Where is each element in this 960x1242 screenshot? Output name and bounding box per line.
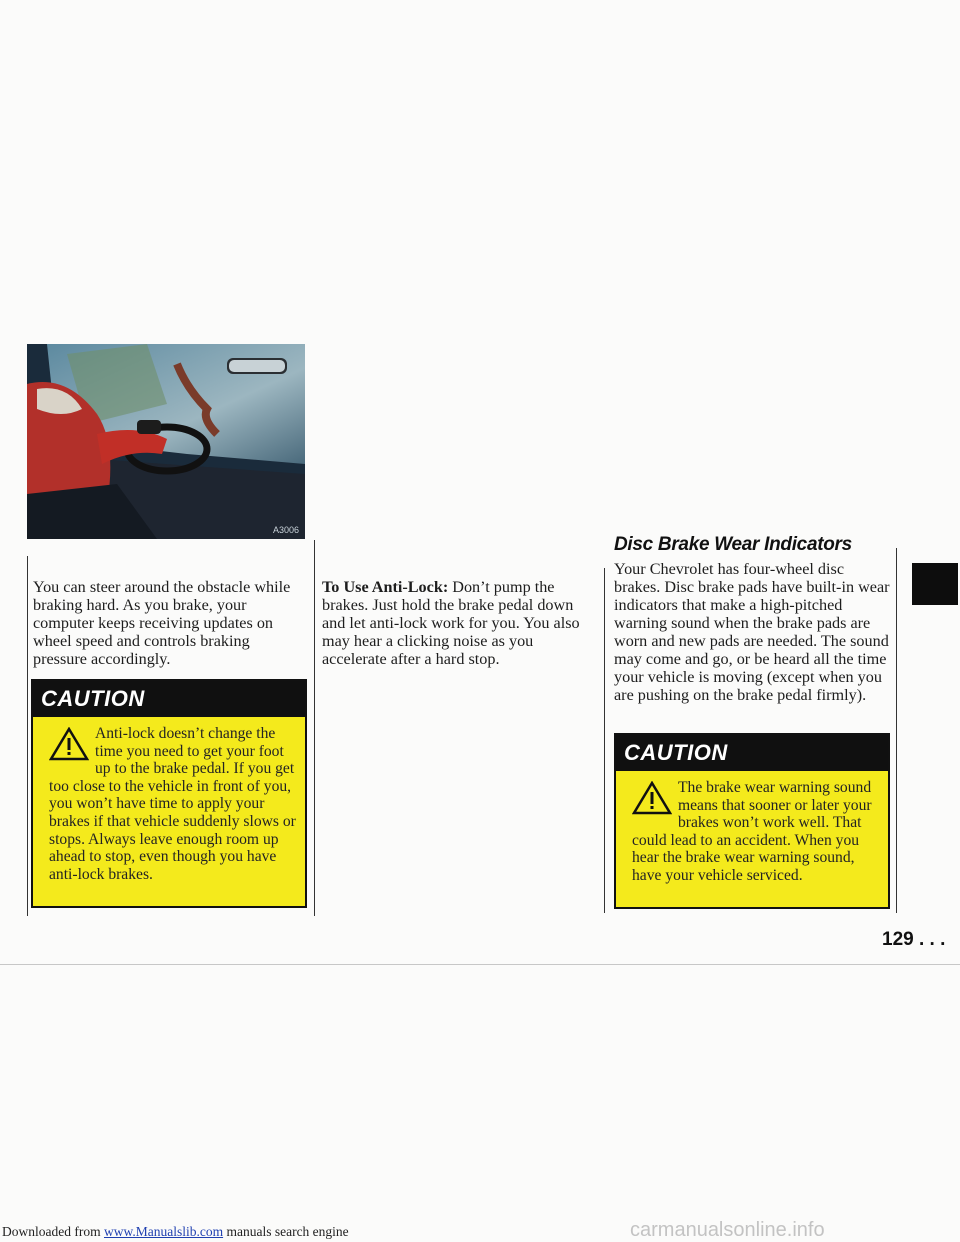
column-rule-edge bbox=[896, 548, 897, 913]
download-footer bbox=[2, 1224, 349, 1240]
footer-prefix: Downloaded from bbox=[2, 1224, 104, 1239]
manualslib-link[interactable]: www.Manualslib.com bbox=[103, 1224, 224, 1239]
caution-box-brakewear bbox=[614, 733, 890, 909]
column-rule-right bbox=[604, 568, 605, 913]
left-paragraph: You can steer around the obstacle while braking hard. As you brake, your computer keeps receiving updates on wheel speed and controls braking pressure accordingly. bbox=[33, 578, 291, 668]
caution-text: Anti-lock doesn’t change the time you need to get your foot up to the brake pedal. If you get too close to the vehicle in front of you, you won’t have time to apply your brakes if that vehicle suddenly slows or stops. Always leave enough room up ahead to stop, even though you have anti-lock brakes. bbox=[49, 725, 296, 883]
footer-suffix: manuals search engine bbox=[223, 1224, 349, 1239]
caution-text: The brake wear warning sound means that sooner or later your brakes won’t work well. That could lead to an accident. When you hear the brake wear warning sound, have your vehicle serviced. bbox=[632, 779, 872, 884]
column-rule-left bbox=[27, 556, 28, 916]
caution-box-antilock bbox=[31, 679, 307, 908]
illustration-code: A3006 bbox=[272, 525, 299, 535]
driver-illustration bbox=[27, 344, 305, 539]
watermark-text: carmanualsonline.info bbox=[630, 1219, 825, 1241]
section-heading: Disc Brake Wear Indicators bbox=[614, 534, 852, 555]
middle-paragraph bbox=[322, 578, 598, 668]
driver-braking-image bbox=[27, 344, 305, 539]
column-rule-middle bbox=[314, 540, 315, 916]
caution-header: CAUTION bbox=[616, 735, 888, 771]
section-tab-marker bbox=[912, 563, 958, 605]
right-paragraph: Your Chevrolet has four-wheel disc brakes. Disc brake pads have built-in wear indicators that make a high-pitched warning sound when the brake pads are worn and new pads are needed. The sound may come and go, or be heard all the time your vehicle is moving (except when you are pushing on the brake pedal firmly). bbox=[614, 560, 890, 704]
page-bottom-rule bbox=[0, 964, 960, 965]
page-number: 129 . . . bbox=[882, 929, 946, 950]
caution-header: CAUTION bbox=[33, 681, 305, 717]
warning-triangle-icon bbox=[632, 781, 672, 815]
warning-triangle-icon bbox=[49, 727, 89, 761]
antilock-text: Don’t pump the brakes. Just hold the brake pedal down and let anti-lock work for you. You also may hear a clicking noise as you accelerate after a hard stop. bbox=[322, 578, 580, 668]
antilock-lead: To Use Anti-Lock: bbox=[322, 578, 449, 596]
